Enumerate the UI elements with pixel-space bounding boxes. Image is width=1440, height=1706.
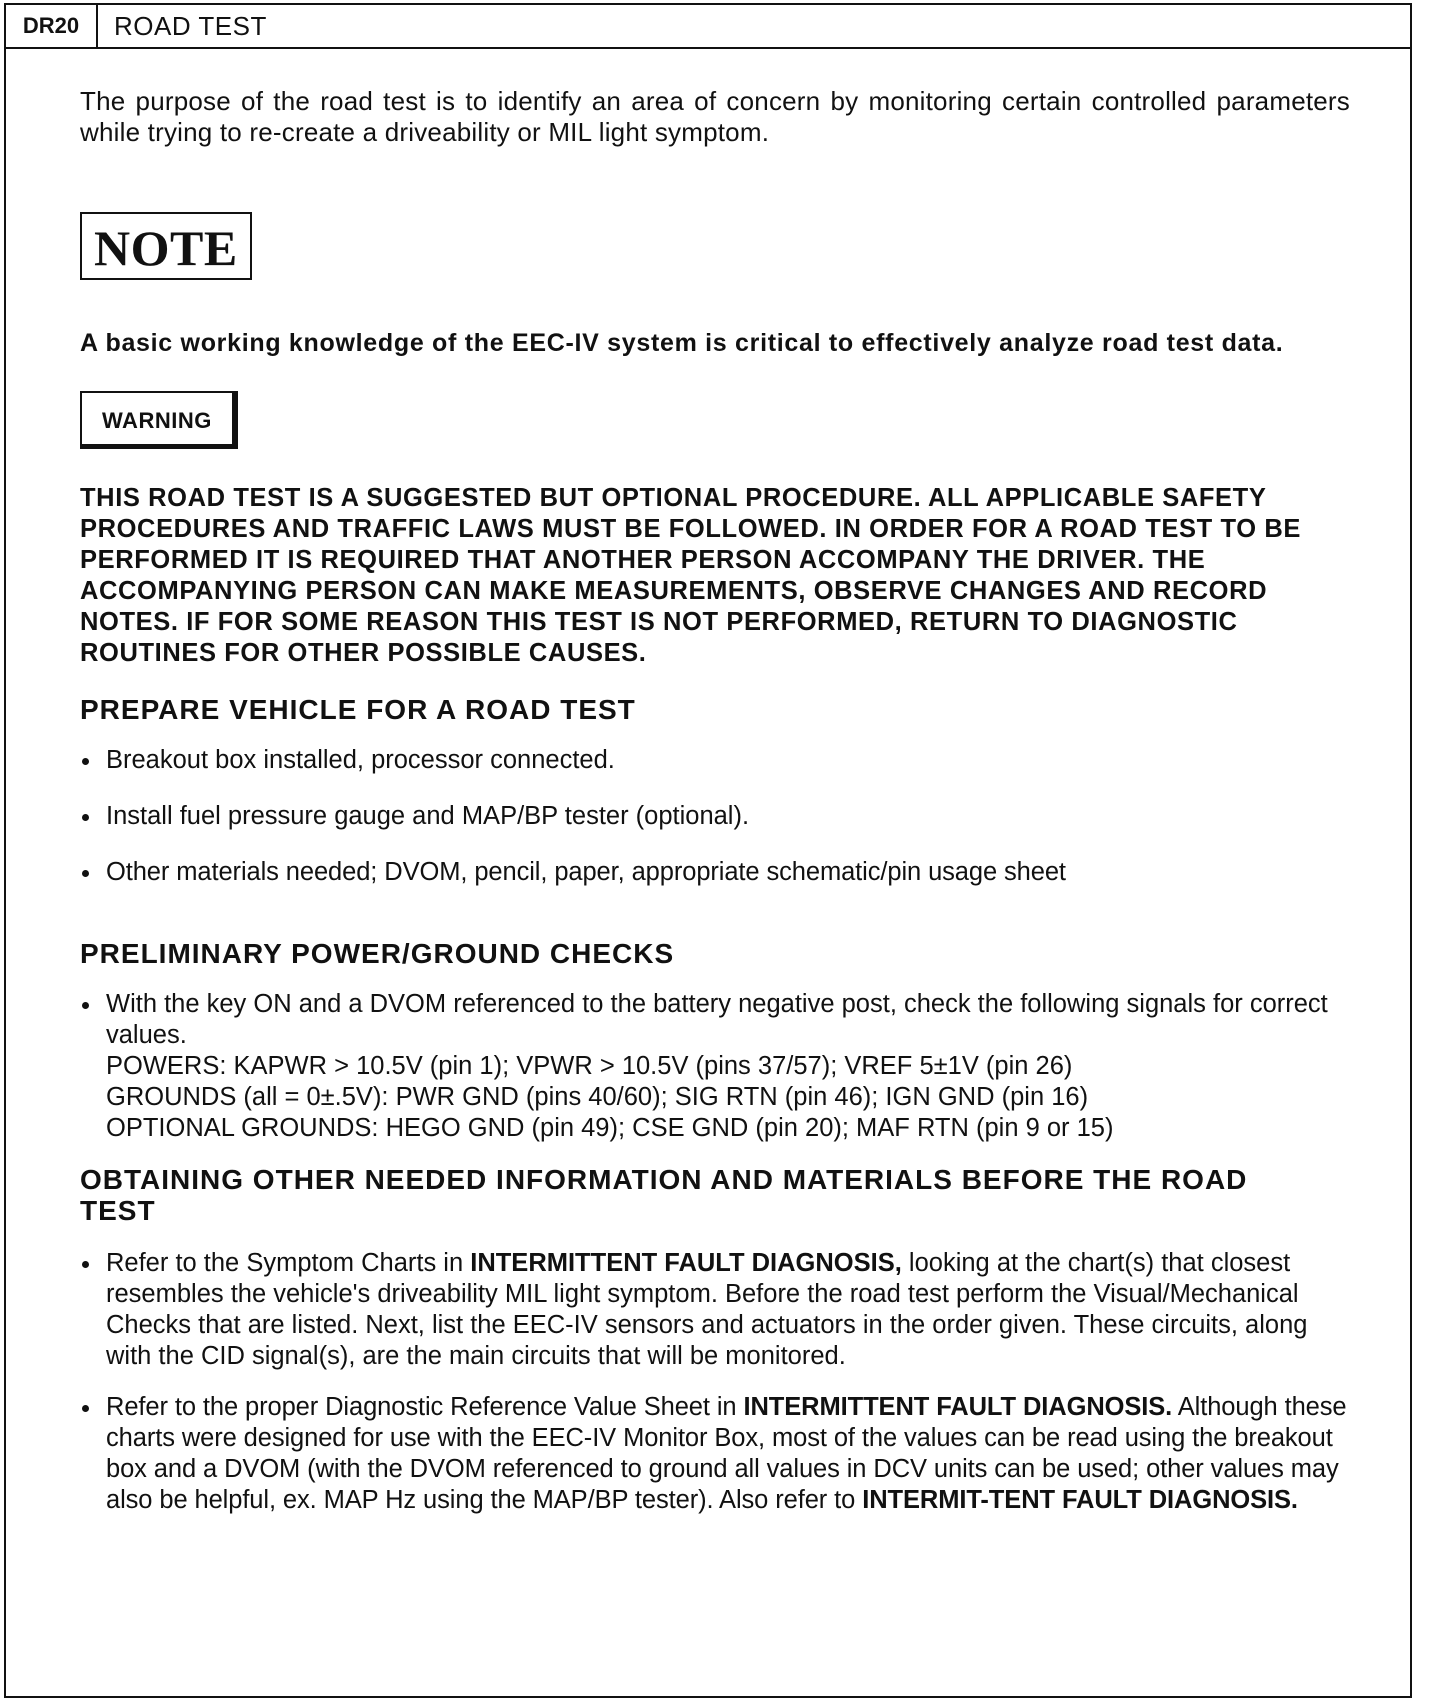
list-item	[80, 1248, 1350, 1372]
intro-paragraph: The purpose of the road test is to identify an area of concern by monitoring certain controlled parameters while trying to re-create a driveability or MIL light symptom.	[80, 86, 1350, 147]
section-code: DR20	[6, 5, 98, 47]
bold-reference: INTERMITTENT FAULT DIAGNOSIS,	[470, 1249, 902, 1277]
prepare-heading: PREPARE VEHICLE FOR A ROAD TEST	[80, 694, 636, 725]
page-title: ROAD TEST	[114, 11, 267, 41]
bullet-icon	[82, 870, 89, 877]
document-body	[80, 86, 1350, 1516]
bullet-icon	[82, 1261, 89, 1268]
optional-grounds-line: OPTIONAL GROUNDS: HEGO GND (pin 49); CSE GND (pin 20); MAF RTN (pin 9 or 15)	[106, 1114, 1114, 1142]
list-item-text: Other materials needed; DVOM, pencil, paper, appropriate schematic/pin usage sheet	[106, 858, 1066, 886]
obtaining-list	[80, 1248, 1350, 1516]
note-label: NOTE	[80, 212, 252, 280]
warning-text: THIS ROAD TEST IS A SUGGESTED BUT OPTIONAL PROCEDURE. ALL APPLICABLE SAFETY PROCEDURES AND TRAFFIC LAWS MUST BE FOLLOWED. IN ORDER FOR A ROAD TEST TO BE PERFORMED IT IS REQUIRED THAT ANOTHER PERSON ACCOMPANY THE DRIVER. THE ACCOMPANYING PERSON CAN MAKE MEASUREMENTS, OBSERVE CHANGES AND RECORD NOTES. IF FOR SOME REASON THIS TEST IS NOT PERFORMED, RETURN TO DIAGNOSTIC ROUTINES FOR OTHER POSSIBLE CAUSES.	[80, 484, 1301, 667]
list-item	[80, 801, 1350, 832]
bold-reference: INTERMITTENT FAULT DIAGNOSIS.	[743, 1393, 1173, 1421]
powers-line: POWERS: KAPWR > 10.5V (pin 1); VPWR > 10.5V (pins 37/57); VREF 5±1V (pin 26)	[106, 1052, 1073, 1080]
list-item	[80, 745, 1350, 776]
bullet-icon	[82, 1405, 89, 1412]
bullet-icon	[82, 814, 89, 821]
list-item-text: Although these charts were designed for use with the EEC-IV Monitor Box, most of the values can be read using the breakout box and a DVOM (with the DVOM referenced to ground all values in DCV units can be used; other values may also be helpful, ex. MAP Hz using the MAP/BP tester). Also refer to	[106, 1393, 1347, 1514]
list-item-text: Install fuel pressure gauge and MAP/BP tester (optional).	[106, 802, 750, 830]
page-header	[6, 5, 1410, 49]
obtaining-heading: OBTAINING OTHER NEEDED INFORMATION AND MATERIALS BEFORE THE ROAD TEST	[80, 1164, 1248, 1226]
prepare-list	[80, 745, 1350, 888]
preliminary-intro: With the key ON and a DVOM referenced to the battery negative post, check the following signals for correct values.	[106, 990, 1328, 1049]
grounds-line: GROUNDS (all = 0±.5V): PWR GND (pins 40/60); SIG RTN (pin 46); IGN GND (pin 16)	[106, 1083, 1089, 1111]
list-item-text: looking at the chart(s) that closest resembles the vehicle's driveability MIL light symptom. Before the road test perform the Visual/Mechanical Checks that are listed. Next, list the EEC-IV sensors and actuators in the order given. These circuits, along with the CID signal(s), are the main circuits that will be monitored.	[106, 1249, 1308, 1370]
preliminary-heading: PRELIMINARY POWER/GROUND CHECKS	[80, 938, 675, 969]
preliminary-list	[80, 989, 1350, 1144]
list-item	[80, 1392, 1350, 1516]
bold-reference: INTERMIT-TENT FAULT DIAGNOSIS.	[862, 1486, 1298, 1514]
list-item	[80, 989, 1350, 1144]
bullet-icon	[82, 1002, 89, 1009]
list-item-text: Breakout box installed, processor connected.	[106, 746, 615, 774]
bullet-icon	[82, 758, 89, 765]
list-item	[80, 857, 1350, 888]
list-item-text: Refer to the Symptom Charts in	[106, 1249, 471, 1277]
note-text: A basic working knowledge of the EEC-IV system is critical to effectively analyze road test data.	[80, 329, 1284, 357]
warning-label: WARNING	[80, 391, 238, 449]
list-item-text: Refer to the proper Diagnostic Reference Value Sheet in	[106, 1393, 744, 1421]
